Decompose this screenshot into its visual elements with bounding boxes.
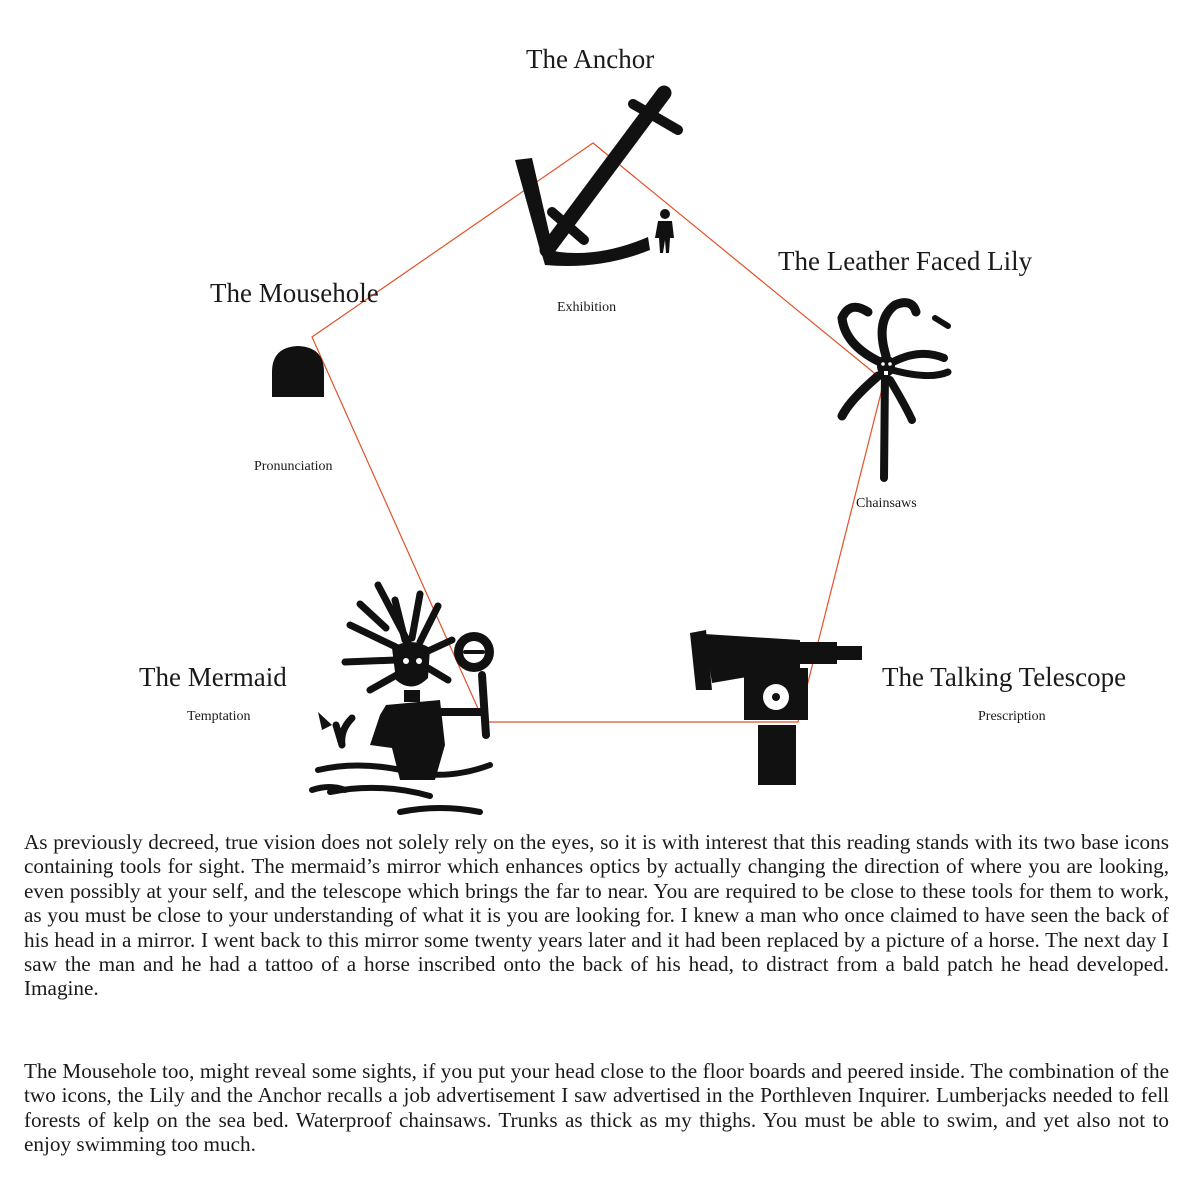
mermaid-icon — [312, 585, 494, 812]
mousehole-label: Pronunciation — [254, 459, 333, 474]
telescope-title: The Talking Telescope — [882, 662, 1127, 692]
anchor-title: The Anchor — [526, 44, 655, 74]
telescope-label: Prescription — [978, 709, 1046, 724]
lily-label: Chainsaws — [856, 496, 917, 511]
lily-icon — [842, 303, 948, 478]
lily-title: The Leather Faced Lily — [778, 246, 1033, 276]
pentagon-outline — [312, 143, 884, 722]
mermaid-label: Temptation — [187, 709, 251, 724]
telescope-icon — [690, 630, 862, 785]
reading-paragraph-2: The Mousehole too, might reveal some sights, if you put your head close to the floor boards and peered inside. The combination of the two icons, the Lily and the Anchor recalls a job advertisement I saw advertised in the Porthleven Inquirer. Lumberjacks needed to fell forests of kelp on the sea bed. Waterproof chainsaws. Trunks as thick as my thighs. You must be able to swim, and yet also not to enjoy swimming too much. — [24, 1059, 1169, 1157]
anchor-label: Exhibition — [557, 300, 617, 315]
mousehole-icon — [272, 346, 324, 397]
mermaid-title: The Mermaid — [139, 662, 287, 692]
mousehole-title: The Mousehole — [210, 278, 379, 308]
reading-paragraph-1: As previously decreed, true vision does not solely rely on the eyes, so it is with interest that this reading stands with its two base icons containing tools for sight. The mermaid’s mirror which enhances optics by actually changing the direction of where you are looking, even possibly at your self, and the telescope which brings the far to near. You are required to be close to these tools for them to work, as you must be close to your understanding of what it is you are looking for. I knew a man who once claimed to have seen the back of his head in a mirror. I went back to this mirror some twenty years later and it had been replaced by a picture of a horse. The next day I saw the man and he had a tattoo of a horse inscribed onto the back of his head, to distract from a bald patch he head developed. Imagine. — [24, 830, 1169, 1001]
